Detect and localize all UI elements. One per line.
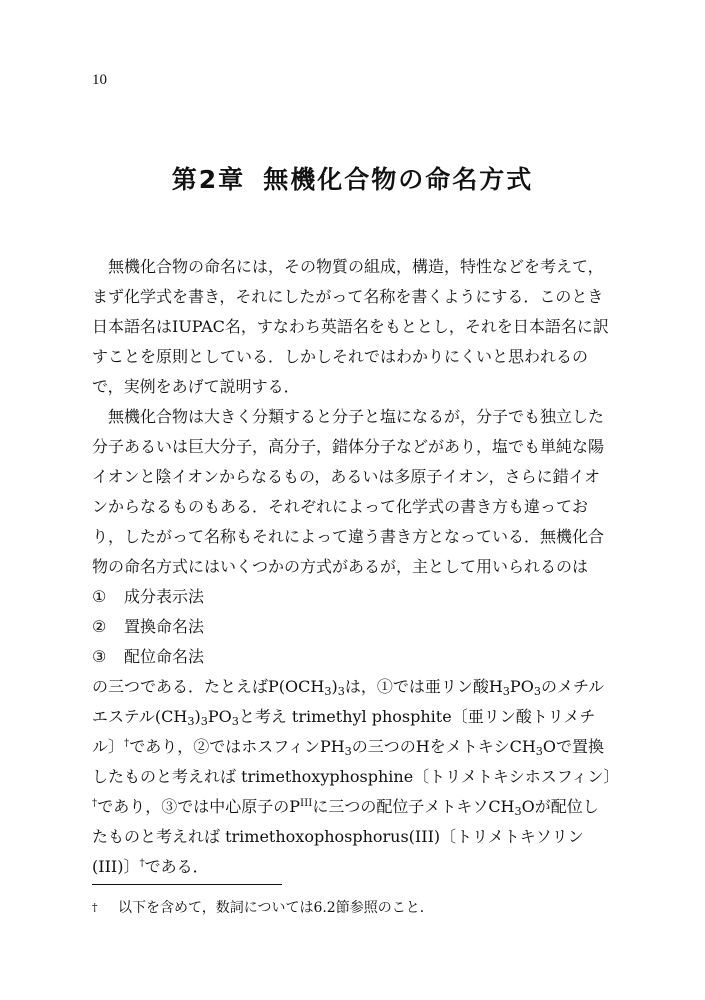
p3-text: に三つの配位子メトキソCH	[312, 797, 515, 816]
chapter-label: 第2章	[171, 165, 246, 194]
p3-text: のメチルエステル(CH	[92, 677, 605, 726]
p3-text: PO	[207, 707, 232, 726]
subscript: 3	[533, 685, 541, 698]
chapter-title	[0, 160, 705, 196]
page-number: 10	[92, 72, 107, 88]
p3-text: である．	[144, 857, 209, 876]
footnote-text: 以下を含めて，数詞については6.2節参照のこと．	[118, 900, 434, 916]
footnote-mark: †	[92, 901, 98, 914]
list-marker: ②	[92, 617, 107, 636]
p3-text: Oが配位したものと考えれば trimethoxophosphorus(III)〔トリメトキソリン(III)〕	[92, 797, 599, 876]
subscript: 3	[344, 745, 352, 758]
subscript: 3	[514, 805, 522, 818]
dagger-mark: †	[124, 737, 130, 749]
p3-text: であり，②ではホスフィンPH	[129, 737, 345, 756]
dagger-mark: †	[139, 857, 145, 869]
subscript: 3	[502, 685, 510, 698]
body-text	[92, 252, 620, 882]
list-text: 成分表示法	[124, 587, 205, 606]
chapter-name: 無機化合物の命名方式	[263, 165, 534, 194]
list-text: 配位命名法	[124, 647, 205, 666]
list-marker: ①	[92, 587, 107, 606]
list-item	[92, 612, 612, 642]
subscript: 3	[231, 715, 239, 728]
paragraph-3	[92, 672, 620, 882]
footnote	[92, 898, 612, 918]
paragraph-2: 無機化合物は大きく分類すると分子と塩になるが，分子でも独立した分子あるいは巨大分子，高分子，錯体分子などがあり，塩でも単純な陽イオンと陰イオンからなるもの，あるいは多原子イオン，さらに錯イオンからなるものもある．それぞれによって化学式の書き方も違っており，したがって名称もそれによって違う書き方となっている．無機化合物の命名方式にはいくつかの方式があるが，主として用いられるのは	[92, 407, 605, 576]
p3-text: の三つのHをメトキシCH	[351, 737, 536, 756]
p3-text: )	[194, 707, 201, 726]
p3-text: )	[331, 677, 338, 696]
subscript: 3	[535, 745, 543, 758]
p3-text: であり，③では中心原子のP	[97, 797, 300, 816]
list-marker: ③	[92, 647, 107, 666]
p3-text: と考え trimethyl phosphite〔亜リン酸トリメチル〕	[92, 707, 596, 756]
list-text: 置換命名法	[124, 617, 205, 636]
p3-text: の三つである．たとえばP(OCH	[92, 677, 325, 696]
p3-text: は，①では亜リン酸H	[344, 677, 503, 696]
footnote-rule	[92, 884, 282, 885]
p3-text: Oで置換したものと考えれば trimethoxyphosphine〔トリメトキシホスフィン〕	[92, 737, 620, 786]
subscript: 3	[200, 715, 208, 728]
subscript: 3	[337, 685, 345, 698]
paragraph-1: 無機化合物の命名には，その物質の組成，構造，特性などを考えて，まず化学式を書き，それにしたがって名称を書くようにする．このとき日本語名はIUPAC名，すなわち英語名をもととし，それを日本語名に訳すことを原則としている．しかしそれではわかりにくいと思われるので，実例をあげて説明する．	[92, 257, 609, 396]
subscript: 3	[324, 685, 332, 698]
p3-text: PO	[509, 677, 534, 696]
subscript: 3	[187, 715, 195, 728]
list-item	[92, 642, 612, 672]
dagger-mark: †	[92, 797, 98, 809]
list-item	[92, 582, 612, 612]
superscript: III	[299, 797, 313, 809]
